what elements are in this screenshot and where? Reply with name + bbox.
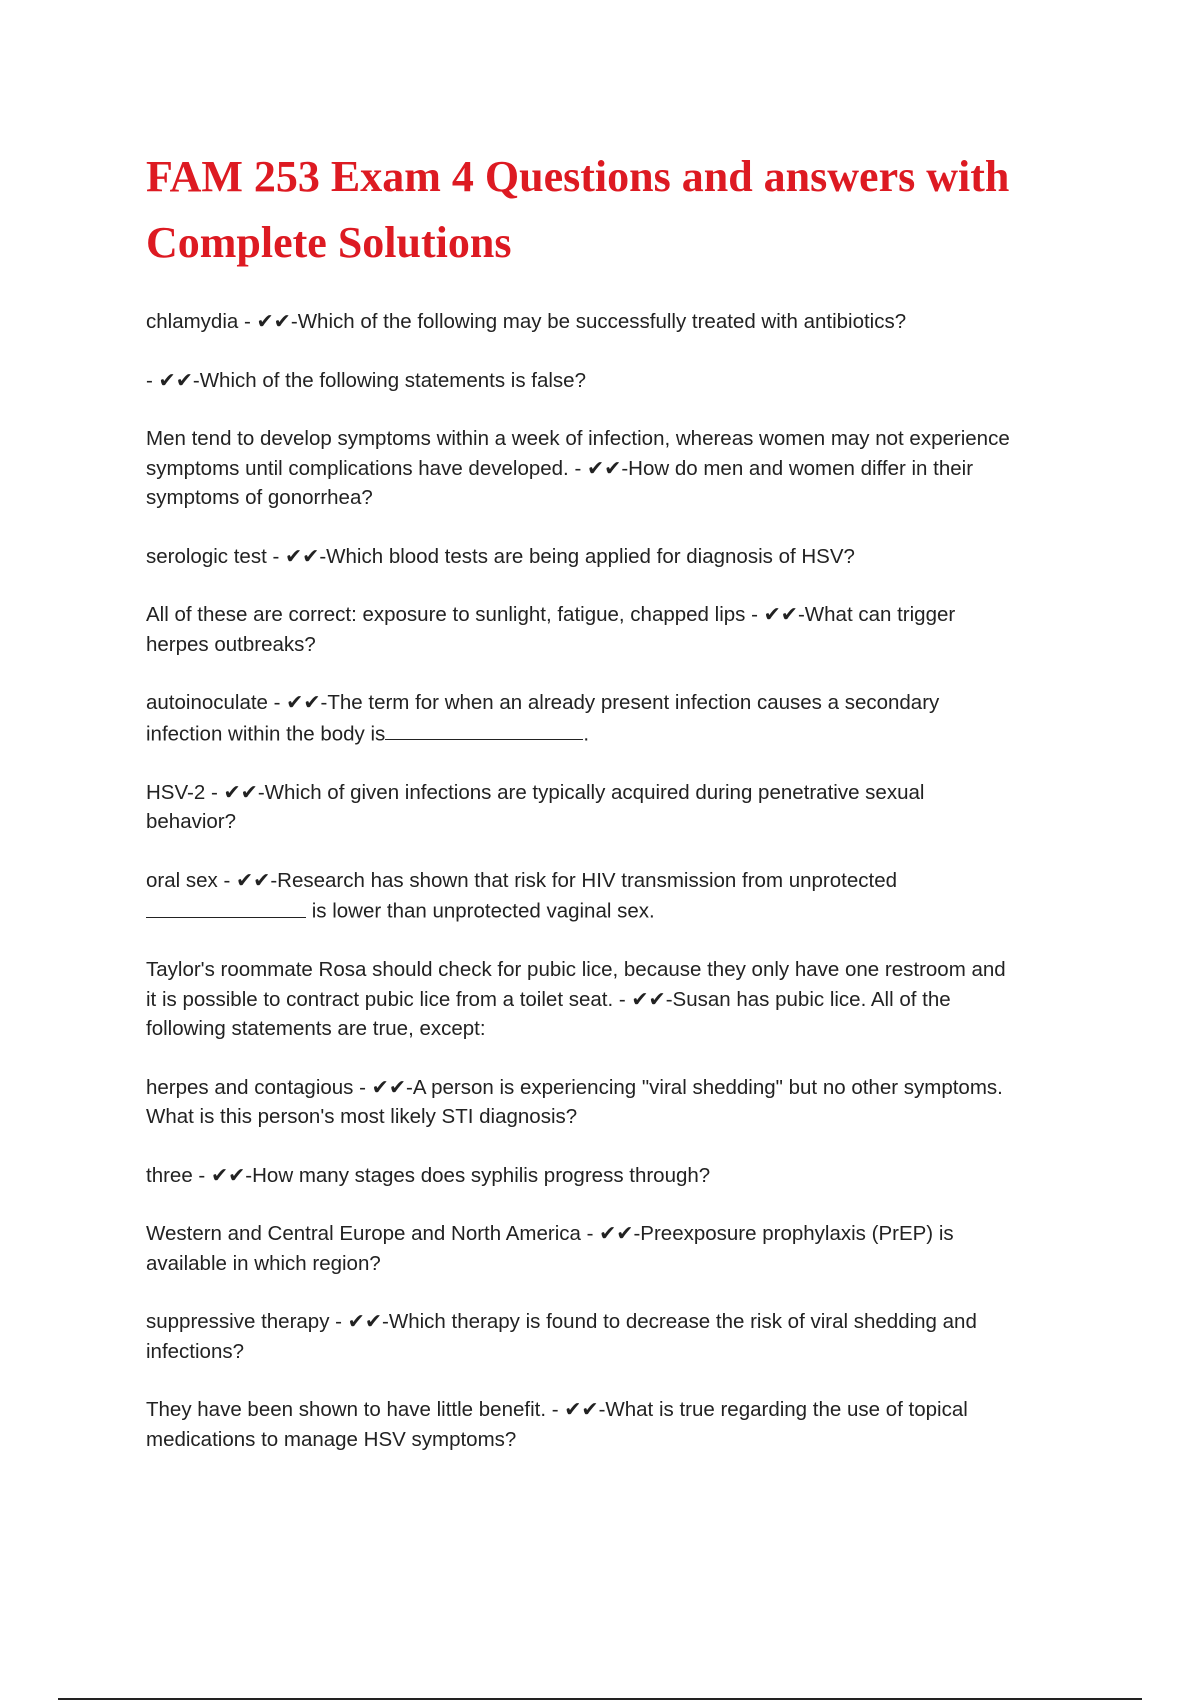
title-line-2: Complete Solutions	[146, 218, 512, 267]
title-line-1: FAM 253 Exam 4 Questions and answers with	[146, 152, 1010, 201]
qa-text-line: Taylor's roommate Rosa should check for pubic lice, because they only have one restroom and	[146, 958, 1006, 982]
qa-text-line: available in which region?	[146, 1251, 381, 1275]
qa-item	[146, 1219, 1096, 1278]
qa-item	[146, 424, 1096, 513]
qa-text-segment: infection within the body is	[146, 722, 386, 746]
qa-text-line: infections?	[146, 1339, 245, 1363]
document-title	[146, 144, 1086, 276]
qa-text-line: chlamydia - ✔✔-Which of the following may be successfully treated with antibiotics?	[146, 310, 907, 333]
qa-text-line: it is possible to contract pubic lice from a toilet seat. - ✔✔-Susan has pubic lice. All of the	[146, 987, 951, 1011]
qa-text-line: They have been shown to have little benefit. - ✔✔-What is true regarding the use of topical	[146, 1398, 968, 1422]
qa-item	[146, 600, 1096, 659]
qa-item	[146, 955, 1096, 1044]
fill-in-blank	[385, 718, 583, 741]
qa-item	[146, 1073, 1096, 1132]
qa-text-line: All of these are correct: exposure to sunlight, fatigue, chapped lips - ✔✔-What can trigger	[146, 603, 956, 626]
qa-item	[146, 778, 1096, 837]
qa-text-line: - ✔✔-Which of the following statements is false?	[146, 368, 586, 392]
qa-item	[146, 1395, 1096, 1454]
qa-text-line: symptoms until complications have developed. - ✔✔-How do men and women differ in their	[146, 456, 974, 480]
qa-text-line: Western and Central Europe and North America - ✔✔-Preexposure prophylaxis (PrEP) is	[146, 1222, 954, 1246]
qa-text-line: suppressive therapy - ✔✔-Which therapy is found to decrease the risk of viral shedding and	[146, 1310, 977, 1334]
qa-text-segment: .	[583, 722, 590, 746]
qa-text-line: autoinoculate - ✔✔-The term for when an already present infection causes a secondary	[146, 691, 940, 714]
qa-text-line: symptoms of gonorrhea?	[146, 486, 373, 509]
qa-text-line-with-blank	[146, 895, 1096, 926]
qa-item	[146, 1307, 1096, 1366]
qa-text-line: What is this person's most likely STI diagnosis?	[146, 1105, 578, 1129]
qa-text-line: three - ✔✔-How many stages does syphilis progress through?	[146, 1163, 711, 1187]
qa-item	[146, 542, 1096, 572]
qa-text-line: medications to manage HSV symptoms?	[146, 1427, 517, 1451]
qa-text-line: HSV-2 - ✔✔-Which of given infections are typically acquired during penetrative sexual	[146, 780, 925, 804]
fill-in-blank	[146, 895, 306, 918]
qa-text-line: herpes outbreaks?	[146, 632, 316, 656]
qa-text-line: serologic test - ✔✔-Which blood tests are being applied for diagnosis of HSV?	[146, 544, 855, 568]
qa-item	[146, 307, 1096, 337]
qa-item	[146, 866, 1096, 927]
qa-item	[146, 688, 1096, 749]
qa-text-segment: is lower than unprotected vaginal sex.	[306, 899, 655, 923]
qa-list	[146, 307, 1096, 1483]
qa-item	[146, 1161, 1096, 1191]
qa-text-line: herpes and contagious - ✔✔-A person is experiencing "viral shedding" but no other symptoms.	[146, 1075, 1003, 1099]
qa-text-line: Men tend to develop symptoms within a week of infection, whereas women may not experience	[146, 427, 1010, 450]
qa-text-line-with-blank	[146, 718, 1096, 749]
qa-text-line: following statements are true, except:	[146, 1017, 486, 1041]
qa-text-line: oral sex - ✔✔-Research has shown that risk for HIV transmission from unprotected	[146, 868, 897, 892]
qa-text-line: behavior?	[146, 810, 237, 834]
qa-item	[146, 366, 1096, 396]
